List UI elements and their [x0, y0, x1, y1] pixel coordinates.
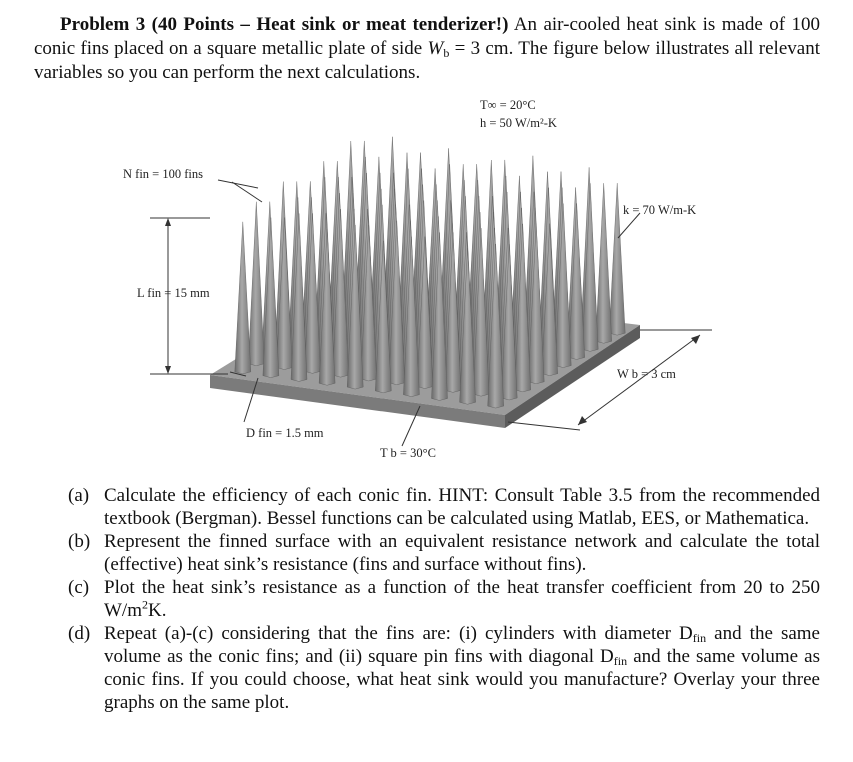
- h-label: h = 50 W/m²-K: [480, 116, 557, 130]
- t-inf-label: T∞ = 20°C: [480, 98, 536, 112]
- part-a: [68, 484, 820, 530]
- conic-fin: [596, 183, 612, 343]
- wb-arrow-1: [691, 335, 700, 344]
- part-d-post: and the same volume as conic fins. If you could choose, what heat sink would you manufacture? Overlay your three graphs on the same plot.: [104, 646, 820, 713]
- l-fin-label: L fin = 15 mm: [137, 286, 210, 300]
- part-c: [68, 576, 820, 622]
- intro-text-b: = 3 cm. The figure below illustrates all relevant variables so you can perform the next calculations.: [34, 38, 820, 83]
- part-d-sub-1: fin: [692, 631, 707, 645]
- wb-arrow-2: [578, 416, 587, 425]
- problem-title: Problem 3 (40 Points – Heat sink or meat tenderizer!): [60, 14, 509, 35]
- conic-fin: [248, 202, 264, 366]
- part-d-marker: (d): [68, 623, 91, 644]
- wb-label: W b = 3 cm: [617, 367, 676, 381]
- part-c-post: K.: [148, 600, 167, 621]
- wb-ext-2: [508, 422, 580, 430]
- wb-symbol: W: [427, 38, 444, 59]
- part-b-text: Represent the finned surface with an equivalent resistance network and calculate the total (effective) heat sink’s resistance (fins and surface without fins).: [104, 531, 820, 575]
- question-parts: [68, 484, 820, 714]
- part-d: [68, 622, 820, 714]
- part-d-sub-2: fin: [613, 654, 628, 668]
- part-a-marker: (a): [68, 485, 90, 506]
- part-c-text: Plot the heat sink’s resistance as a function of the heat transfer coefficient from 20 to 250 W/m: [104, 577, 820, 621]
- wb-subscript: b: [443, 46, 450, 60]
- d-fin-label: D fin = 1.5 mm: [246, 426, 324, 440]
- part-d-text: Repeat (a)-(c) considering that the fins are: (i) cylinders with diameter D: [104, 623, 693, 644]
- part-b-marker: (b): [68, 531, 91, 552]
- problem-intro: [34, 13, 820, 85]
- nfin-leader: [218, 180, 258, 188]
- problem-statement: [34, 13, 820, 85]
- intro-text-a: An air-cooled heat sink is made of 100 conic fins placed on a square metallic plate of side: [34, 14, 820, 59]
- tb-label: T b = 30°C: [380, 446, 436, 460]
- lfin-arrow-bottom: [165, 366, 171, 374]
- part-c-sup: 2: [142, 597, 148, 612]
- part-a-text: Calculate the efficiency of each conic fin. HINT: Consult Table 3.5 from the recommended textbook (Bergman). Bessel functions can be calculated using Matlab, EES, or Mathematica.: [104, 485, 820, 529]
- part-d-mid: and the same volume as the conic fins; and (ii) square pin fins with diagonal D: [104, 623, 820, 667]
- n-fin-label: N fin = 100 fins: [123, 167, 203, 181]
- k-label: k = 70 W/m-K: [623, 203, 697, 217]
- lfin-arrow-top: [165, 218, 171, 226]
- conic-fin: [235, 222, 251, 374]
- part-c-marker: (c): [68, 577, 90, 598]
- nfin-leader-2: [232, 182, 262, 202]
- part-b: [68, 530, 820, 576]
- heat-sink-figure: [0, 90, 853, 475]
